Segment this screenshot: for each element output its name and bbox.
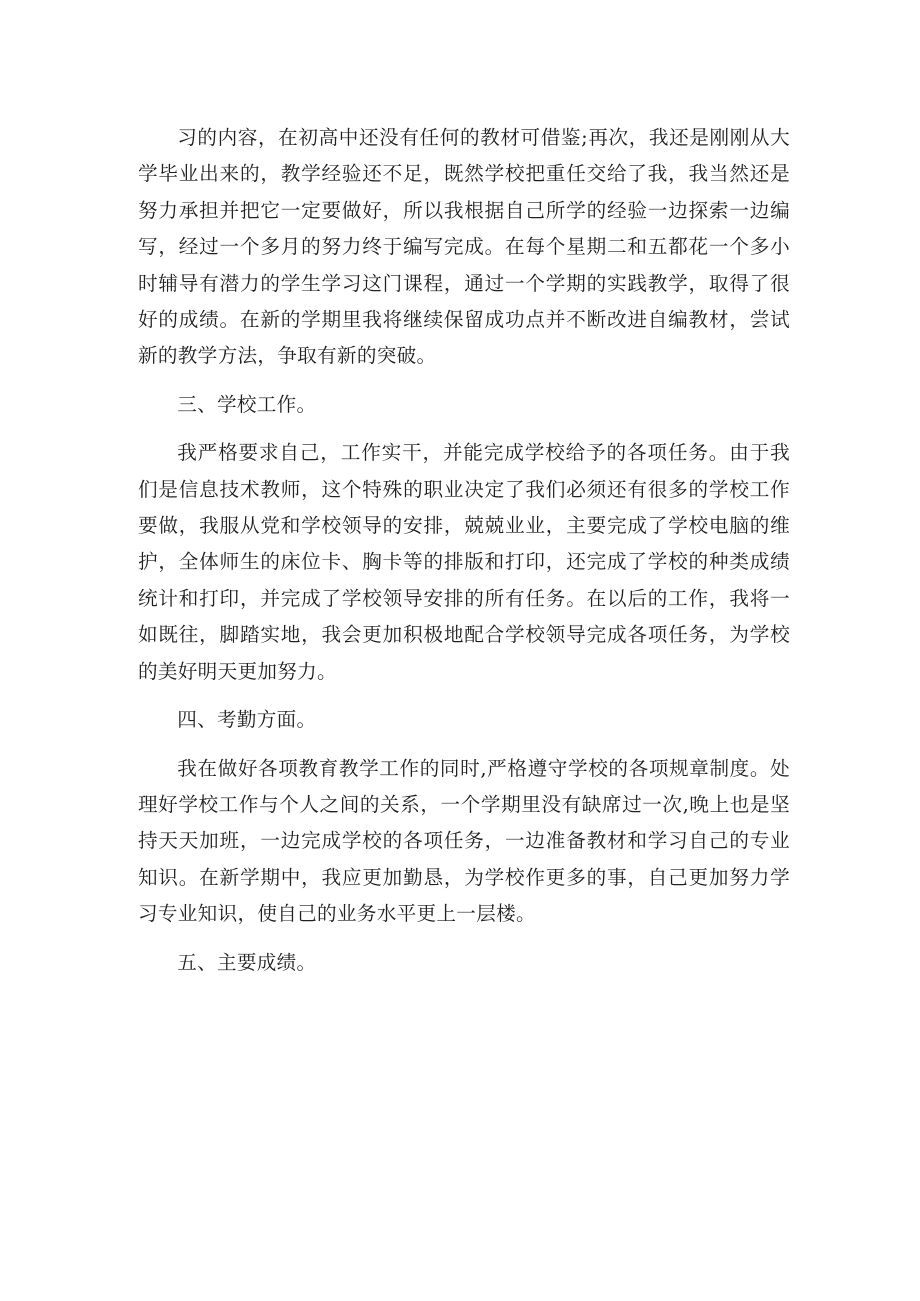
section-heading-school-work: 三、学校工作。 [177,392,317,416]
section-heading-attendance: 四、考勤方面。 [177,708,317,732]
paragraph-attendance: 我在做好各项教育教学工作的同时,严格遵守学校的各项规章制度。处理好学校工作与个人之间的关系，一个学期里没有缺席过一次,晚上也是坚持天天加班，一边完成学校的各项任务，一边准备教材和学习自己的专业知识。在新学期中，我应更加勤恳，为学校作更多的事，自己更加努力学习专业知识，使自己的业务水平更上一层楼。 [138,756,790,926]
document-body [138,120,790,993]
section-heading-achievements: 五、主要成绩。 [177,950,317,974]
paragraph-school-work: 我严格要求自己，工作实干，并能完成学校给予的各项任务。由于我们是信息技术教师，这个特殊的职业决定了我们必须还有很多的学校工作要做，我服从党和学校领导的安排，兢兢业业，主要完成了学校电脑的维护，全体师生的床位卡、胸卡等的排版和打印，还完成了学校的种类成绩统计和打印，并完成了学校领导安排的所有任务。在以后的工作，我将一如既往，脚踏实地，我会更加积极地配合学校领导完成各项任务，为学校的美好明天更加努力。 [138,441,790,683]
paragraph-teaching-materials: 习的内容，在初高中还没有任何的教材可借鉴;再次，我还是刚刚从大学毕业出来的，教学经验还不足，既然学校把重任交给了我，我当然还是努力承担并把它一定要做好，所以我根据自己所学的经验一边探索一边编写，经过一个多月的努力终于编写完成。在每个星期二和五都花一个多小时辅导有潜力的学生学习这门课程，通过一个学期的实践教学，取得了很好的成绩。在新的学期里我将继续保留成功点并不断改进自编教材，尝试新的教学方法，争取有新的突破。 [138,126,790,368]
